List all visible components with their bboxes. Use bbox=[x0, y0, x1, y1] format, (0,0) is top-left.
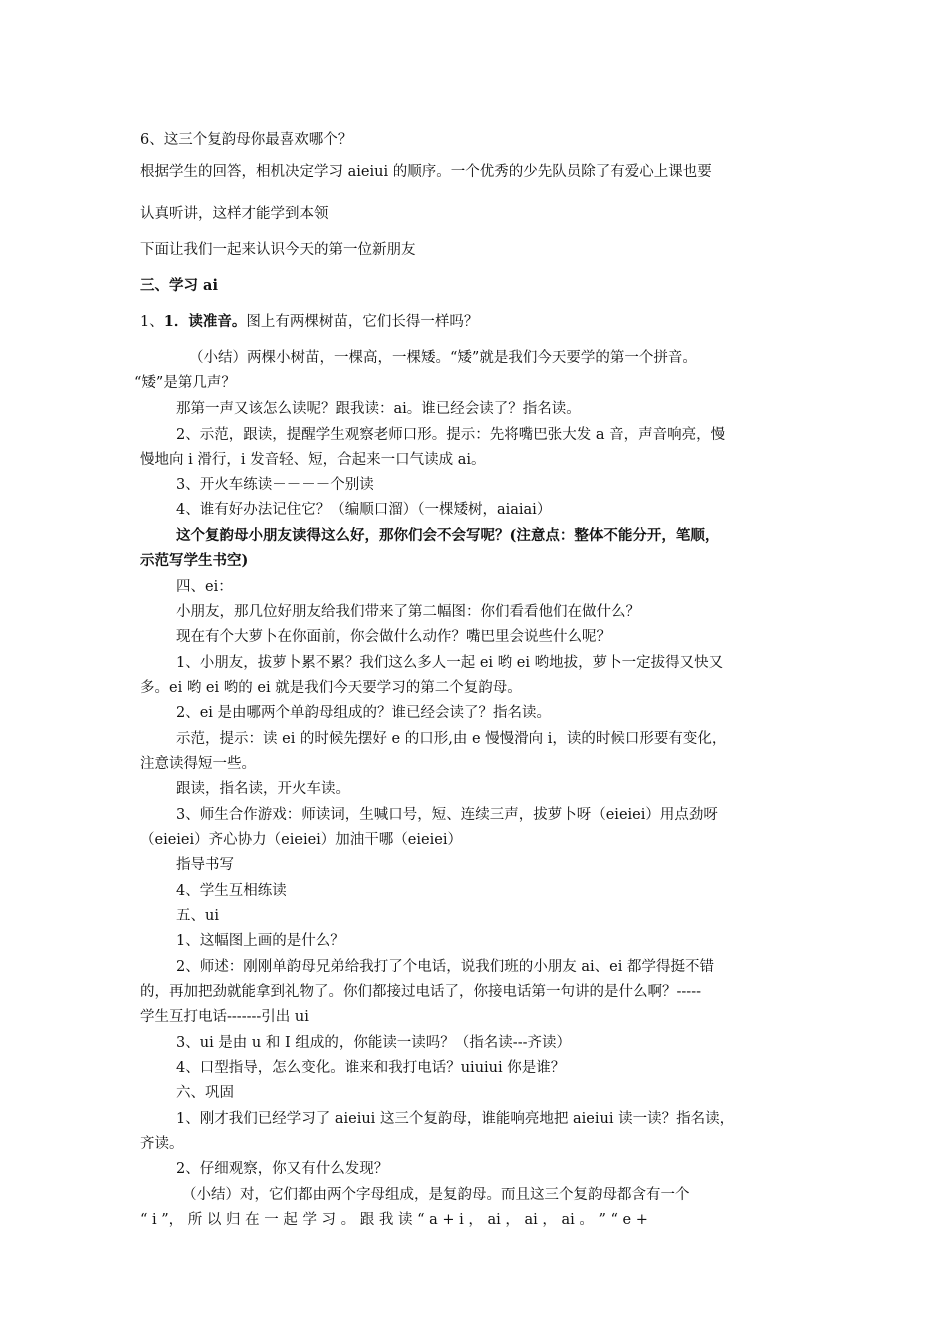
text-line: 下面让我们一起来认识今天的第一位新朋友 bbox=[140, 242, 416, 258]
bold-phrase: 1．读准音。 bbox=[163, 313, 247, 330]
text-line: 2、示范，跟读，提醒学生观察老师口形。提示：先将嘴巴张大发 a 音，声音响亮，慢 bbox=[176, 427, 726, 443]
text-line: 现在有个大萝卜在你面前，你会做什么动作？嘴巴里会说些什么呢？ bbox=[176, 629, 611, 645]
text-line: （eieiei）齐心协力（eieiei）加油干哪（eieiei） bbox=[140, 832, 462, 848]
text-line bbox=[140, 313, 478, 331]
text-line: 根据学生的回答，相机决定学习 aieiui 的顺序。一个优秀的少先队员除了有爱心上课也要 bbox=[140, 164, 712, 180]
text-line: 那第一声又该怎么读呢？跟我读：ai。谁已经会读了？指名读。 bbox=[176, 401, 581, 417]
text-line: 指导书写 bbox=[176, 857, 234, 873]
text-line: 的，再加把劲就能拿到礼物了。你们都接过电话了，你接电话第一句讲的是什么啊？----- bbox=[140, 984, 701, 1000]
text-line: “ i ”， 所 以 归 在 一 起 学 习 。 跟 我 读 “ a + i ， ai ， ai ， ai 。 ” “ e + bbox=[140, 1212, 648, 1228]
text-line: 示范，提示：读 ei 的时候先摆好 e 的口形,由 e 慢慢滑向 i，读的时候口形要有变化， bbox=[176, 731, 727, 747]
text-line: 3、ui 是由 u 和 I 组成的，你能读一读吗？（指名读---齐读） bbox=[176, 1035, 572, 1051]
text-line: 2、仔细观察，你又有什么发现？ bbox=[176, 1161, 389, 1177]
text-line: 齐读。 bbox=[140, 1136, 184, 1152]
text-line: 4、口型指导，怎么变化。谁来和我打电话？uiuiui 你是谁？ bbox=[176, 1060, 566, 1076]
text-line: 3、师生合作游戏：师读词，生喊口号，短、连续三声，拔萝卜呀（eieiei）用点劲呀 bbox=[176, 807, 718, 823]
text-line: 2、师述：刚刚单韵母兄弟给我打了个电话，说我们班的小朋友 ai、ei 都学得挺不错 bbox=[176, 959, 714, 975]
text-line: 慢地向 i 滑行，i 发音轻、短，合起来一口气读成 ai。 bbox=[140, 452, 486, 468]
text-line: 示范写学生书空) bbox=[140, 552, 249, 569]
text-span: 图上有两棵树苗，它们长得一样吗？ bbox=[246, 314, 479, 330]
text-line: （小结）两棵小树苗，一棵高，一棵矮。“矮”就是我们今天要学的第一个拼音。 bbox=[189, 350, 697, 366]
text-line: “矮”是第几声？ bbox=[134, 375, 236, 391]
section-heading: 三、学习 ai bbox=[140, 277, 218, 294]
text-line: 认真听讲，这样才能学到本领 bbox=[140, 206, 329, 222]
text-line: 3、开火车练读－－－－个别读 bbox=[176, 477, 374, 493]
text-line: 注意读得短一些。 bbox=[140, 756, 256, 772]
text-line: 这个复韵母小朋友读得这么好，那你们会不会写呢？(注意点：整体不能分开，笔顺， bbox=[176, 527, 720, 544]
text-line: 4、学生互相练读 bbox=[176, 883, 287, 899]
section-heading: 五、ui bbox=[176, 908, 219, 924]
text-line: 小朋友，那几位好朋友给我们带来了第二幅图：你们看看他们在做什么？ bbox=[176, 604, 640, 620]
section-heading: 四、ei： bbox=[176, 579, 233, 595]
text-line: 跟读，指名读，开火车读。 bbox=[176, 781, 350, 797]
text-line: （小结）对，它们都由两个字母组成，是复韵母。而且这三个复韵母都含有一个 bbox=[182, 1187, 690, 1203]
text-line: 6、这三个复韵母你最喜欢哪个？ bbox=[140, 132, 353, 148]
text-line: 1、小朋友，拔萝卜累不累？我们这么多人一起 ei 哟 ei 哟地拔，萝卜一定拔得又快又 bbox=[176, 655, 724, 671]
text-line: 1、这幅图上画的是什么？ bbox=[176, 933, 345, 949]
text-line: 学生互打电话-------引出 ui bbox=[140, 1009, 309, 1025]
section-heading: 六、巩固 bbox=[176, 1085, 234, 1101]
text-line: 4、谁有好办法记住它？（编顺口溜）（一棵矮树，aiaiai） bbox=[176, 502, 552, 518]
text-line: 1、刚才我们已经学习了 aieiui 这三个复韵母，谁能响亮地把 aieiui 读一读？指名读， bbox=[176, 1111, 735, 1127]
text-line: 多。ei 哟 ei 哟的 ei 就是我们今天要学习的第二个复韵母。 bbox=[140, 680, 522, 696]
item-number: 1、 bbox=[140, 314, 164, 330]
text-line: 2、ei 是由哪两个单韵母组成的？谁已经会读了？指名读。 bbox=[176, 705, 552, 721]
